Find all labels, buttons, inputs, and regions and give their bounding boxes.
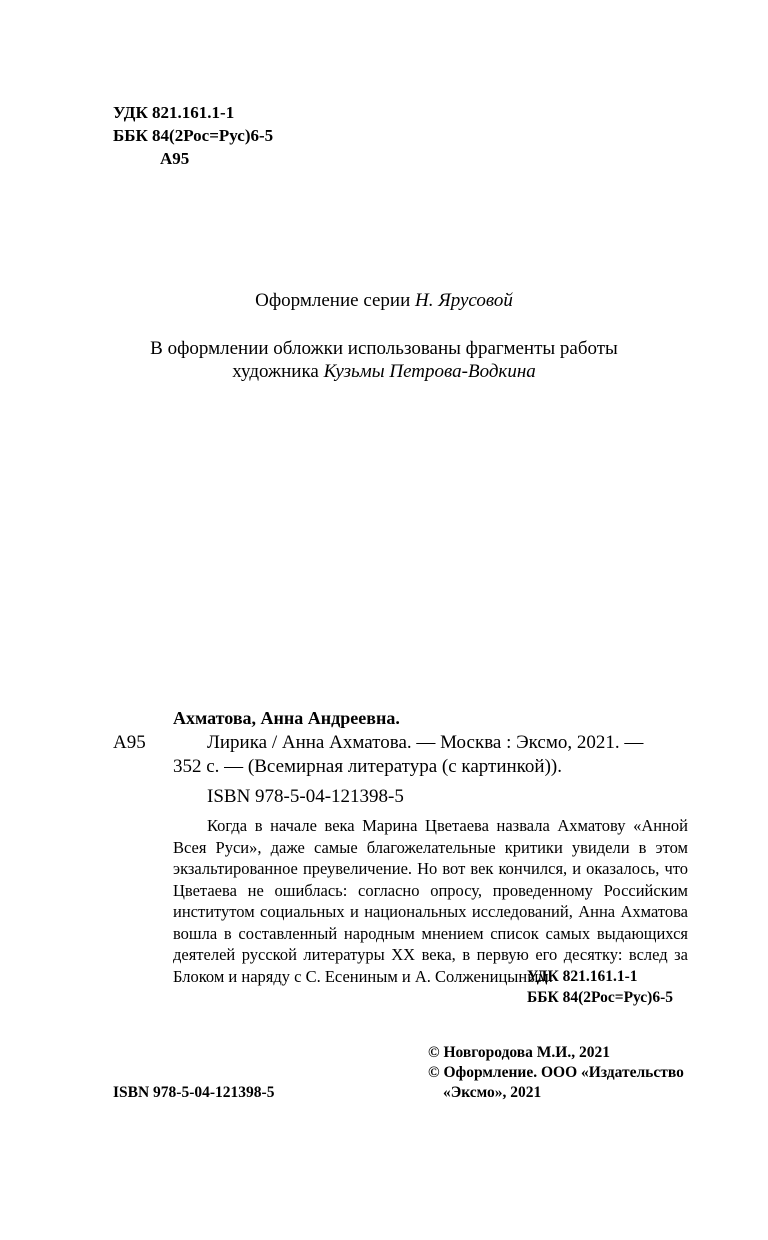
copyright-compiler: © Новгородова М.И., 2021 [428, 1044, 610, 1061]
footer-isbn: ISBN 978-5-04-121398-5 [113, 1084, 275, 1101]
bib-author: Ахматова, Анна Андреевна. [173, 708, 400, 728]
cover-artist-name: Кузьмы Петрова-Водкина [323, 361, 536, 382]
author-mark: А95 [160, 149, 190, 168]
series-designer-name: Н. Ярусовой [415, 290, 513, 311]
copyright-design-line2: «Эксмо», 2021 [443, 1084, 542, 1101]
cover-credit-line2 [0, 360, 768, 384]
cover-credit-line1: В оформлении обложки использованы фрагменты работы [150, 338, 618, 359]
bib-extent-line: 352 с. — (Всемирная литература (с картинкой)). [173, 756, 562, 777]
series-design-credit [0, 289, 768, 313]
bib-isbn: ISBN 978-5-04-121398-5 [207, 786, 404, 807]
bib-title-line: Лирика / Анна Ахматова. — Москва : Эксмо, 2021. — [207, 732, 644, 753]
annotation [173, 815, 688, 987]
series-design-label: Оформление серии [255, 290, 416, 311]
footer-bbk-code: ББК 84(2Рос=Рус)6-5 [527, 989, 674, 1006]
bib-author-mark: А95 [113, 732, 146, 753]
udk-code: УДК 821.161.1-1 [113, 103, 235, 122]
annotation-text: Когда в начале века Марина Цветаева назвала Ахматову «Анной Всея Руси», даже самые благожелательные критики увидели в этом экзальтированное преувеличение. Но вот век кончился, и оказалось, что Цветаева не ошиблась: согласно опросу, проведенному Российским институтом социальных и национальных исследований, Анна Ахматова вошла в составленный народным мнением список самых выдающихся деятелей русской литературы XX века, в первую его десятку: вслед за Блоком и наряду с С. Есениным и А. Солженицыным. [173, 816, 688, 986]
copyright-design-line1: © Оформление. ООО «Издательство [428, 1064, 684, 1081]
cover-credit-label: художника [232, 361, 324, 382]
footer-udk-code: УДК 821.161.1-1 [527, 968, 638, 985]
bbk-code: ББК 84(2Рос=Рус)6-5 [113, 126, 274, 145]
